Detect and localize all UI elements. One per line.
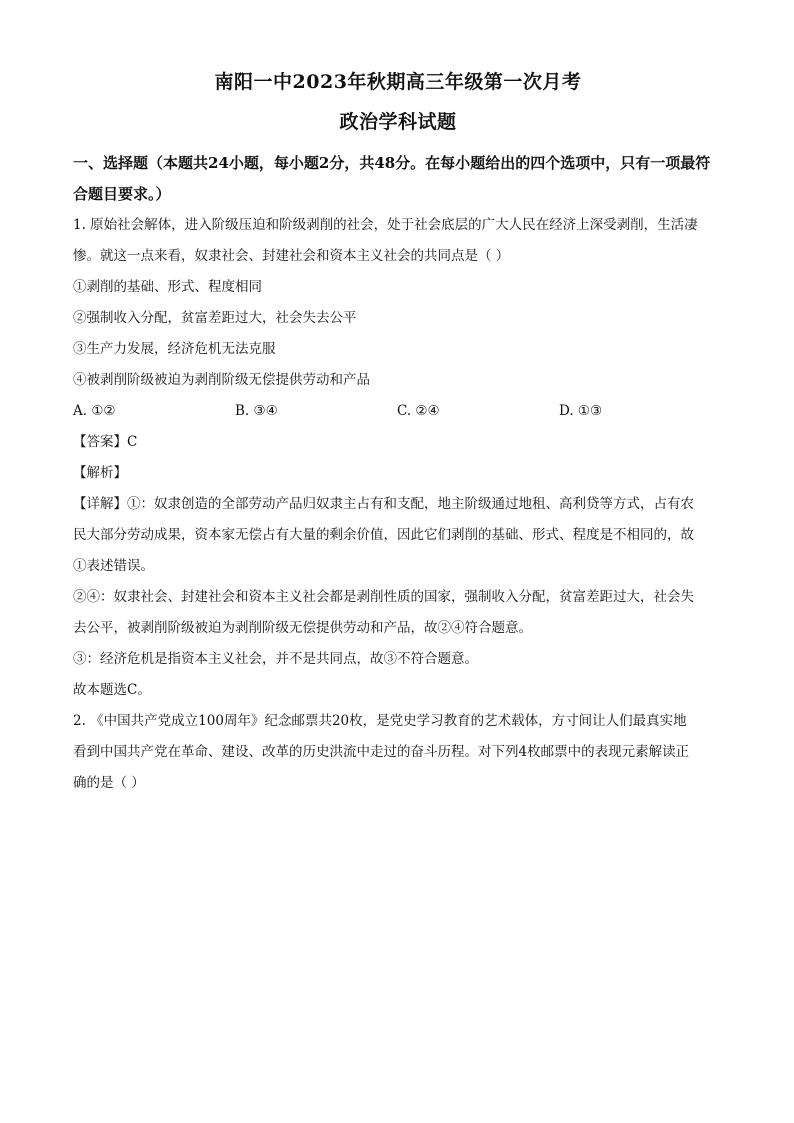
option-d: D. ①③	[559, 403, 603, 419]
explanation-line: ①表述错误。	[73, 558, 154, 574]
question-stem-line: 2. 《中国共产党成立100周年》纪念邮票共20枚，是党史学习教育的艺术载体，方寸间让人们最真实地	[73, 713, 687, 729]
statement-item: ②强制收入分配，贫富差距过大，社会失去公平	[73, 310, 357, 326]
explanation-line: 【详解】①：奴隶创造的全部劳动产品归奴隶主占有和支配，地主阶级通过地租、高利贷等方式，占有农	[73, 496, 694, 512]
question-stem-line: 1. 原始社会解体，进入阶级压迫和阶级剥削的社会，处于社会底层的广大人民在经济上深受剥削，生活凄	[73, 217, 698, 233]
question-stem-line: 确的是（ ）	[73, 775, 145, 791]
option-c: C. ②④	[397, 403, 440, 419]
explanation-line: 故本题选C。	[73, 682, 151, 698]
statement-item: ③生产力发展，经济危机无法克服	[73, 341, 276, 357]
statement-item: ④被剥削阶级被迫为剥削阶级无偿提供劳动和产品	[73, 372, 370, 388]
exam-title: 南阳一中2023年秋期高三年级第一次月考	[214, 71, 582, 93]
section-heading: 一、选择题（本题共24小题，每小题2分，共48分。在每小题给出的四个选项中，只有一项最符合题目要求。）	[73, 154, 711, 203]
explanation-line: ②④：奴隶社会、封建社会和资本主义社会都是剥削性质的国家，强制收入分配，贫富差距过大，社会失	[73, 589, 694, 605]
explanation-line: 民大部分劳动成果，资本家无偿占有大量的剩余价值，因此它们剥削的基础、形式、程度是不相同的，故	[73, 527, 694, 543]
statement-item: ①剥削的基础、形式、程度相同	[73, 279, 262, 295]
explanation-line: ③：经济危机是指资本主义社会，并不是共同点，故③不符合题意。	[73, 651, 478, 667]
question-1	[73, 210, 723, 706]
option-a: A. ①②	[73, 403, 116, 419]
answer-options	[73, 396, 723, 427]
exam-page	[73, 66, 723, 799]
question-stem-line: 看到中国共产党在革命、建设、改革的历史洪流中走过的奋斗历程。对下列4枚邮票中的表现元素解读正	[73, 744, 690, 760]
answer-label: 【答案】C	[73, 434, 138, 450]
analysis-label: 【解析】	[73, 465, 127, 481]
exam-subtitle: 政治学科试题	[339, 111, 457, 133]
explanation-line: 去公平，被剥削阶级被迫为剥削阶级无偿提供劳动和产品，故②④符合题意。	[73, 620, 532, 636]
question-2	[73, 706, 723, 799]
question-stem-line: 惨。就这一点来看，奴隶社会、封建社会和资本主义社会的共同点是（ ）	[73, 248, 510, 264]
option-b: B. ③④	[235, 403, 278, 419]
